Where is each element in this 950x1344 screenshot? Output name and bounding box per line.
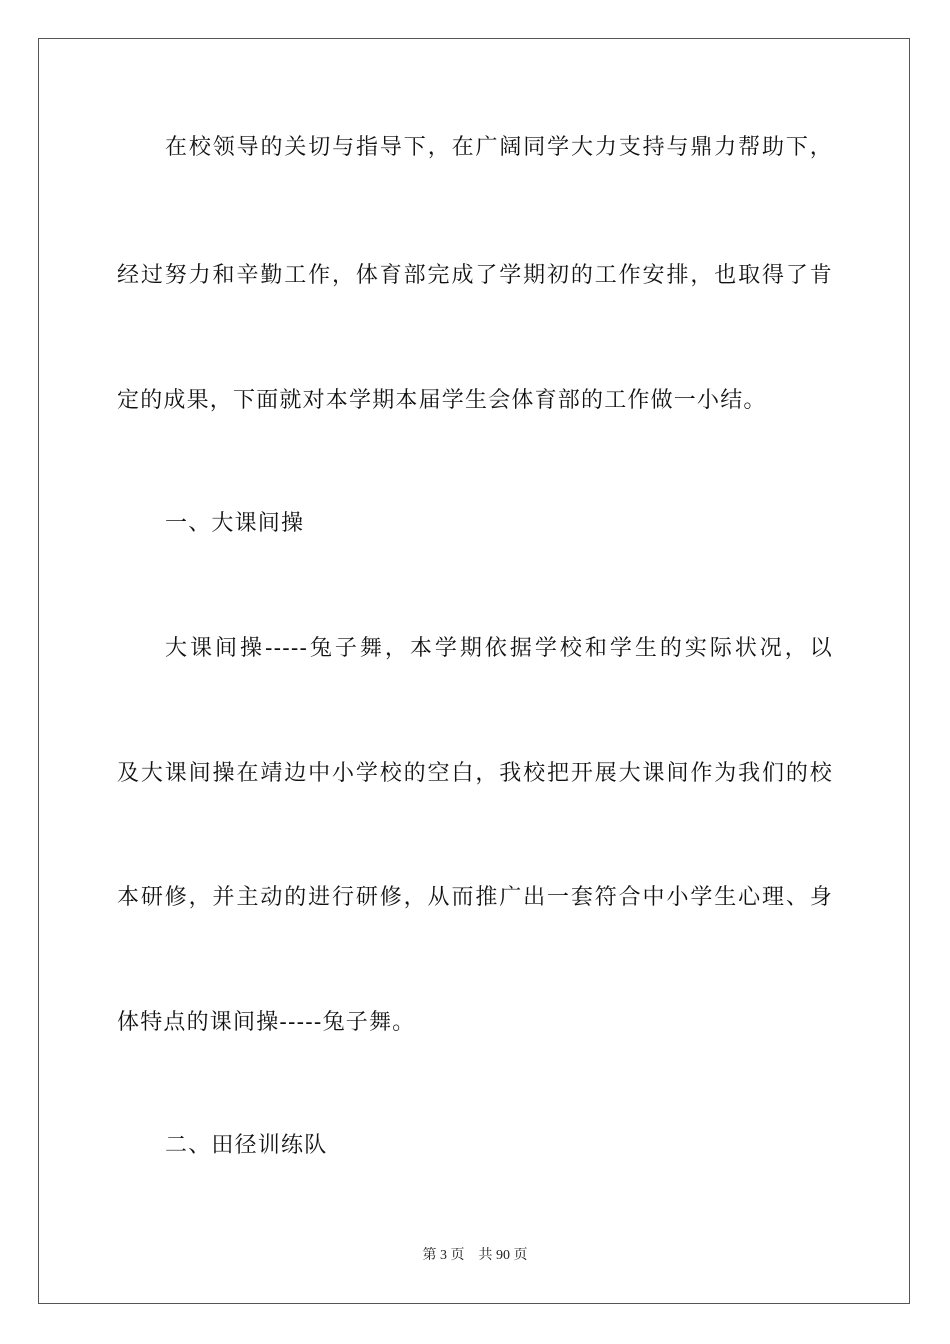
section-heading-2: 二、田径训练队: [165, 1133, 328, 1158]
page-number: 第 3 页: [422, 1248, 465, 1263]
page-border: [38, 38, 910, 1304]
paragraph-line-4: 大课间操-----兔子舞，本学期依据学校和学生的实际状况，以: [165, 636, 833, 661]
paragraph-line-6: 本研修，并主动的进行研修，从而推广出一套符合中小学生心理、身: [117, 885, 833, 910]
paragraph-line-7: 体特点的课间操-----兔子舞。: [117, 1010, 416, 1035]
paragraph-line-2: 经过努力和辛勤工作，体育部完成了学期初的工作安排，也取得了肯: [117, 263, 833, 288]
page-total: 共 90 页: [478, 1248, 528, 1263]
page-footer: [0, 1247, 950, 1265]
paragraph-line-1: 在校领导的关切与指导下，在广阔同学大力支持与鼎力帮助下，: [165, 135, 833, 160]
paragraph-line-5: 及大课间操在靖边中小学校的空白，我校把开展大课间作为我们的校: [117, 761, 833, 786]
section-heading-1: 一、大课间操: [165, 511, 305, 536]
paragraph-line-3: 定的成果，下面就对本学期本届学生会体育部的工作做一小结。: [117, 388, 767, 413]
